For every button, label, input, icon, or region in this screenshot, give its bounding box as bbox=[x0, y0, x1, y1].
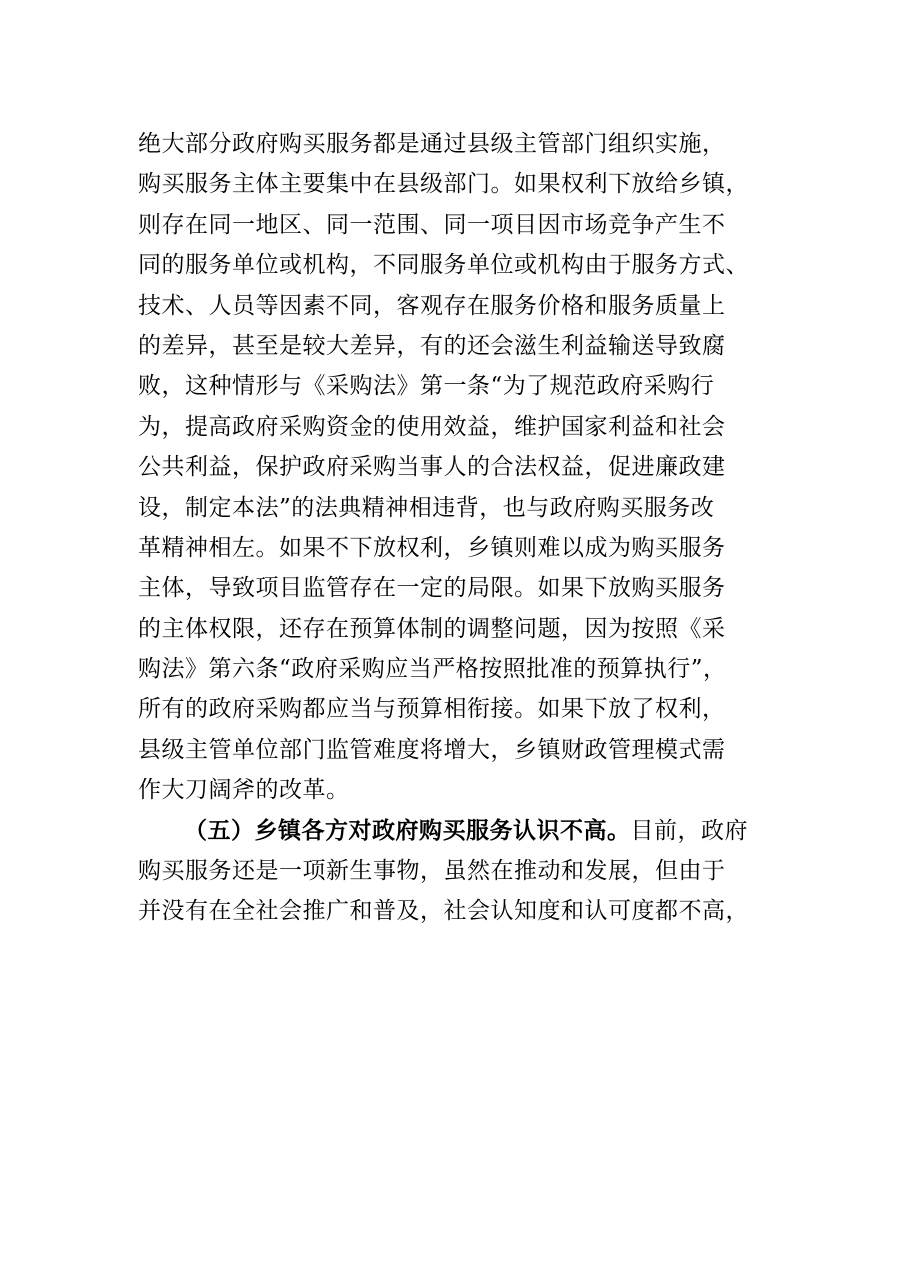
text-line: 则存在同一地区、同一范围、同一项目因市场竞争产生不 bbox=[138, 211, 726, 238]
text-line: 败，这种情形与《采购法》第一条“为了规范政府采购行 bbox=[138, 373, 715, 400]
text-line: 设，制定本法”的法典精神相违背，也与政府购买服务改 bbox=[138, 494, 715, 521]
text-line: 县级主管单位部门监管难度将增大，乡镇财政管理模式需 bbox=[138, 736, 726, 763]
heading-line-rest: 目前，政府 bbox=[630, 817, 748, 844]
text-line: 的主体权限，还存在预算体制的调整问题，因为按照《采 bbox=[138, 615, 726, 642]
text-line: 的差异，甚至是较大差异，有的还会滋生利益输送导致腐 bbox=[138, 332, 726, 359]
text-line: 公共利益，保护政府采购当事人的合法权益，促进廉政建 bbox=[138, 454, 726, 481]
text-line: 绝大部分政府购买服务都是通过县级主管部门组织实施， bbox=[138, 131, 726, 157]
section-heading: （五）乡镇各方对政府购买服务认识不高。 bbox=[184, 816, 631, 844]
text-line: 为，提高政府采购资金的使用效益，维护国家利益和社会 bbox=[138, 413, 726, 440]
text-line: 革精神相左。如果不下放权利，乡镇则难以成为购买服务 bbox=[138, 534, 726, 561]
text-line: 并没有在全社会推广和普及，社会认知度和认可度都不高， bbox=[138, 898, 749, 925]
text-line: 同的服务单位或机构，不同服务单位或机构由于服务方式、 bbox=[138, 252, 749, 279]
body-text bbox=[138, 124, 778, 932]
text-line: 购买服务还是一项新生事物，虽然在推动和发展，但由于 bbox=[138, 858, 726, 885]
text-line: 主体，导致项目监管存在一定的局限。如果下放购买服务 bbox=[138, 575, 726, 602]
text-line: 技术、人员等因素不同，客观存在服务价格和服务质量上 bbox=[138, 292, 726, 319]
text-line: 作大刀阔斧的改革。 bbox=[138, 777, 350, 804]
paragraph-heading-line bbox=[138, 811, 778, 851]
text-line: 所有的政府采购都应当与预算相衔接。如果下放了权利， bbox=[138, 696, 726, 723]
text-line: 购买服务主体主要集中在县级部门。如果权利下放给乡镇， bbox=[138, 171, 749, 198]
text-line: 购法》第六条“政府采购应当严格按照批准的预算执行”， bbox=[138, 656, 727, 683]
